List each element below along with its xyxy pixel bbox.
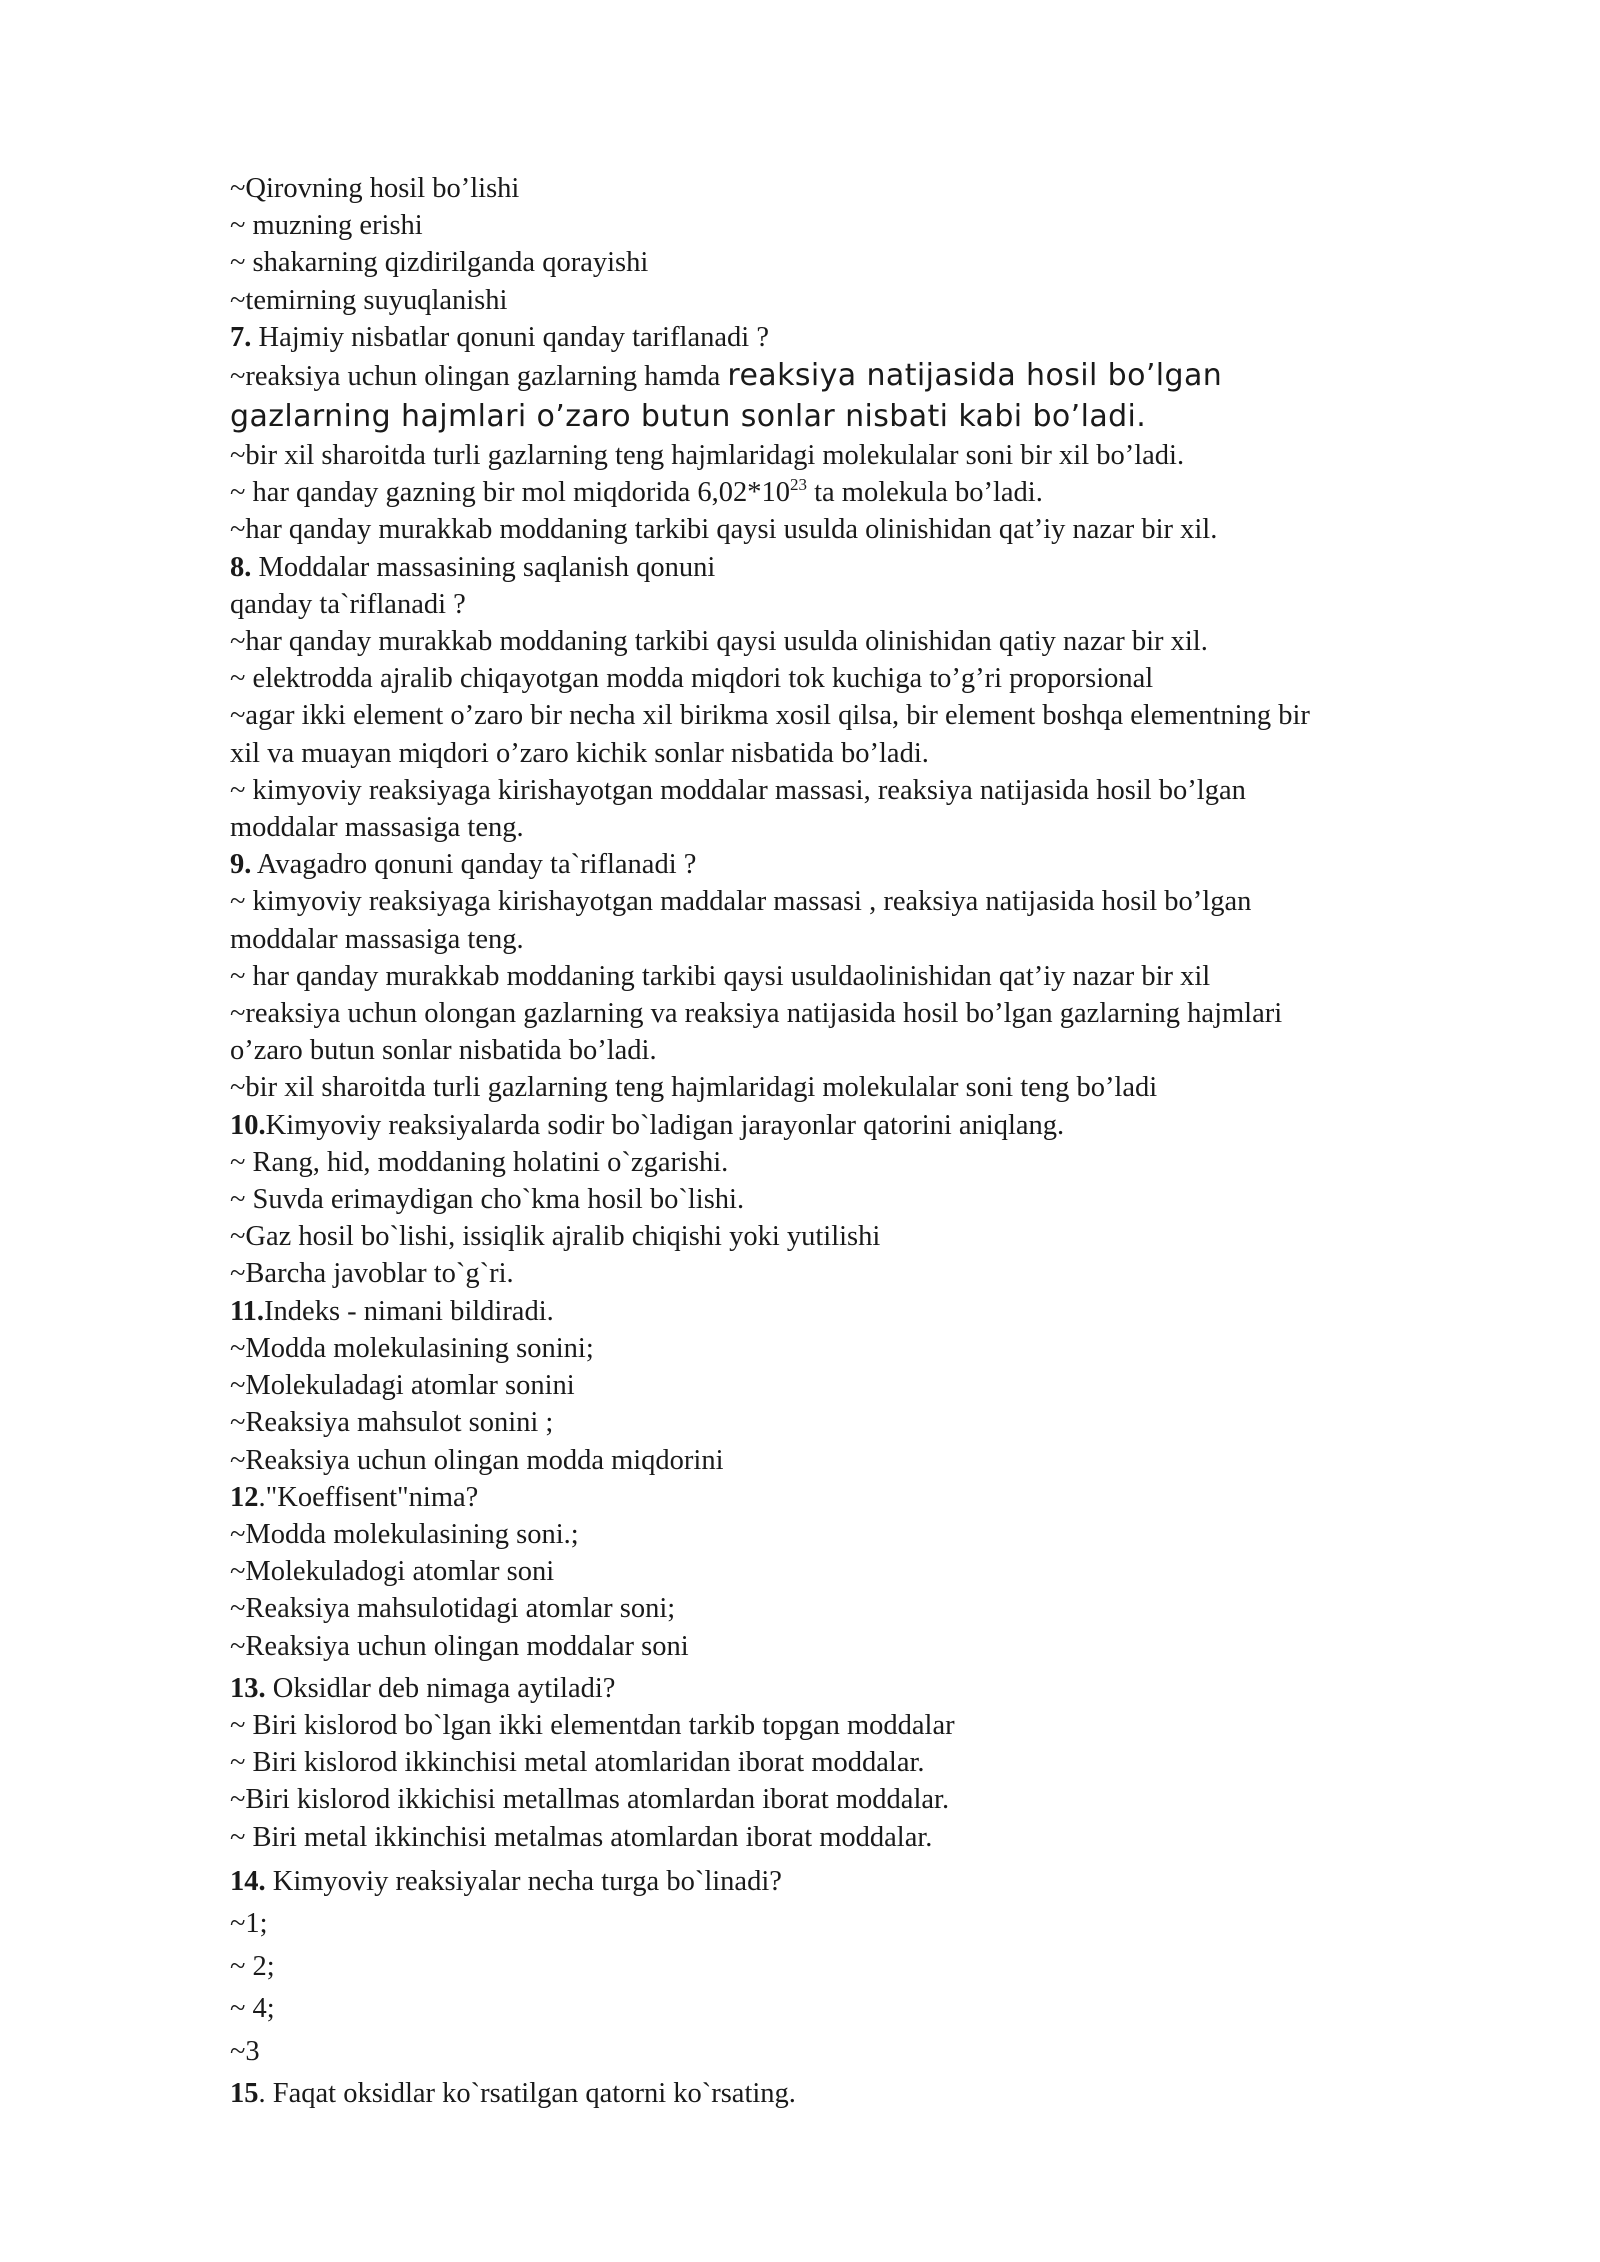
q7-option-1-part-1: ~reaksiya uchun olingan gazlarning hamda (230, 361, 728, 393)
q14-option-4: ~3 (230, 2035, 260, 2067)
q14-number: 14. (230, 1865, 266, 1897)
q7-option-3 (230, 474, 1470, 511)
q7-option-1-line-1 (230, 356, 1470, 397)
q13-option-1: ~ Biri kislorod bo`lgan ikki elementdan tarkib topgan moddalar (230, 1709, 955, 1741)
q8-number: 8. (230, 551, 252, 583)
question-13 (230, 1670, 1470, 1856)
q9-option-3-line-1: ~reaksiya uchun olongan gazlarning va reaksiya natijasida hosil bo’lgan gazlarning hajmlari (230, 998, 1283, 1030)
question-14 (230, 1861, 1470, 2074)
q14-text: Kimyoviy reaksiyalar necha turga bo`linadi? (265, 1865, 782, 1897)
q10-option-3: ~Gaz hosil bo`lishi, issiqlik ajralib chiqishi yoki yutilishi (230, 1221, 881, 1253)
q11-text: Indeks - nimani bildiradi. (264, 1295, 554, 1327)
q15-heading (230, 2073, 1470, 2116)
q7-number: 7. (230, 321, 252, 353)
q11-option-4: ~Reaksiya uchun olingan modda miqdorini (230, 1444, 724, 1476)
q12-option-3: ~Reaksiya mahsulotidagi atomlar soni; (230, 1593, 676, 1625)
q6-option-3: ~ shakarning qizdirilganda qorayishi (230, 247, 649, 279)
q8-text-line-2: qanday ta`riflanadi ? (230, 588, 466, 620)
q8-option-3-line-2: xil va muayan miqdori o’zaro kichik sonlar nisbatida bo’ladi. (230, 737, 929, 769)
q12-text: ."Koeffisent"nima? (258, 1481, 479, 1513)
q11-heading (230, 1293, 1470, 1330)
q13-heading (230, 1670, 1470, 1707)
q13-option-3: ~Biri kislorod ikkichisi metallmas atomlardan iborat moddalar. (230, 1784, 950, 1816)
q13-option-4: ~ Biri metal ikkinchisi metalmas atomlardan iborat moddalar. (230, 1821, 933, 1853)
q10-number: 10. (230, 1109, 266, 1141)
q12-number: 12 (230, 1481, 259, 1513)
q7-option-1-line-2: gazlarning hajmlari o’zaro butun sonlar nisbati kabi bo’ladi. (230, 399, 1147, 435)
q9-option-1-line-1: ~ kimyoviy reaksiyaga kirishayotgan maddalar massasi , reaksiya natijasida hosil bo’lgan (230, 886, 1252, 918)
q11-number: 11. (230, 1295, 265, 1327)
q14-option-2: ~ 2; (230, 1950, 275, 1982)
q11-option-3: ~Reaksiya mahsulot sonini ; (230, 1407, 554, 1439)
q7-option-3-after: ta molekula bo’ladi. (806, 477, 1043, 509)
q6-option-2: ~ muzning erishi (230, 210, 423, 242)
q9-heading (230, 846, 1470, 883)
q9-number: 9. (230, 849, 252, 881)
q12-option-1: ~Modda molekulasining soni.; (230, 1518, 579, 1550)
question-10 (230, 1107, 1470, 1293)
q7-option-3-before: ~ har qanday gazning bir mol miqdorida 6,02*10 (230, 477, 790, 509)
q13-text: Oksidlar deb nimaga aytiladi? (265, 1672, 616, 1704)
q7-text: Hajmiy nisbatlar qonuni qanday tariflanadi ? (251, 321, 769, 353)
question-9 (230, 846, 1470, 1106)
q7-option-4: ~har qanday murakkab moddaning tarkibi qaysi usulda olinishidan qat’iy nazar bir xil. (230, 514, 1218, 546)
q8-option-2: ~ elektrodda ajralib chiqayotgan modda miqdori tok kuchiga to’g’ri proporsional (230, 663, 1154, 695)
question-15 (230, 2073, 1470, 2116)
question-11 (230, 1293, 1470, 1479)
q6-option-1: ~Qirovning hosil bo’lishi (230, 173, 520, 204)
q8-option-1: ~har qanday murakkab moddaning tarkibi qaysi usulda olinishidan qatiy nazar bir xil. (230, 626, 1208, 658)
q10-option-1: ~ Rang, hid, moddaning holatini o`zgarishi. (230, 1146, 729, 1178)
q7-heading (230, 319, 1470, 356)
q10-option-4: ~Barcha javoblar to`g`ri. (230, 1258, 514, 1290)
q7-option-2: ~bir xil sharoitda turli gazlarning teng hajmlaridagi molekulalar soni bir xil bo’ladi. (230, 440, 1185, 472)
question-12 (230, 1479, 1470, 1665)
question-6-options (230, 170, 1470, 319)
q14-heading (230, 1861, 1470, 1904)
q8-text-line-1: Moddalar massasining saqlanish qonuni (251, 551, 716, 583)
q9-option-3-line-2: o’zaro butun sonlar nisbatida bo’ladi. (230, 1035, 657, 1067)
q10-option-2: ~ Suvda erimaydigan cho`kma hosil bo`lishi. (230, 1184, 745, 1216)
question-7 (230, 319, 1470, 549)
q12-option-4: ~Reaksiya uchun olingan moddalar soni (230, 1630, 689, 1662)
q12-heading (230, 1479, 1470, 1516)
q8-option-3-line-1: ~agar ikki element o’zaro bir necha xil birikma xosil qilsa, bir element boshqa elementning bir (230, 700, 1310, 732)
question-8 (230, 549, 1470, 847)
q15-text: . Faqat oksidlar ko`rsatilgan qatorni ko`rsating. (258, 2078, 796, 2110)
q6-option-4: ~temirning suyuqlanishi (230, 284, 508, 316)
q11-option-2: ~Molekuladagi atomlar sonini (230, 1370, 575, 1402)
q8-option-4-line-2: moddalar massasiga teng. (230, 812, 524, 844)
q12-option-2: ~Molekuladogi atomlar soni (230, 1556, 555, 1588)
q13-number: 13. (230, 1672, 266, 1704)
q15-number: 15 (230, 2078, 259, 2110)
q9-option-1-line-2: moddalar massasiga teng. (230, 923, 524, 955)
q9-text: Avagadro qonuni qanday ta`riflanadi ? (251, 849, 697, 881)
q14-option-1: ~1; (230, 1908, 268, 1940)
document-page (230, 170, 1470, 2116)
q13-option-2: ~ Biri kislorod ikkinchisi metal atomlaridan iborat moddalar. (230, 1747, 925, 1779)
q8-heading (230, 549, 1470, 586)
q7-option-3-exponent: 23 (789, 475, 807, 495)
q9-option-4: ~bir xil sharoitda turli gazlarning teng hajmlaridagi molekulalar soni teng bo’ladi (230, 1072, 1158, 1104)
q14-option-3: ~ 4; (230, 1993, 275, 2025)
q11-option-1: ~Modda molekulasining sonini; (230, 1332, 594, 1364)
q10-heading (230, 1107, 1470, 1144)
q7-option-1-part-2: reaksiya natijasida hosil bo’lgan (727, 358, 1223, 394)
q10-text: Kimyoviy reaksiyalarda sodir bo`ladigan jarayonlar qatorini aniqlang. (265, 1109, 1065, 1141)
q9-option-2: ~ har qanday murakkab moddaning tarkibi qaysi usuldaolinishidan qat’iy nazar bir xil (230, 960, 1211, 992)
q8-option-4-line-1: ~ kimyoviy reaksiyaga kirishayotgan moddalar massasi, reaksiya natijasida hosil bo’lgan (230, 774, 1246, 806)
